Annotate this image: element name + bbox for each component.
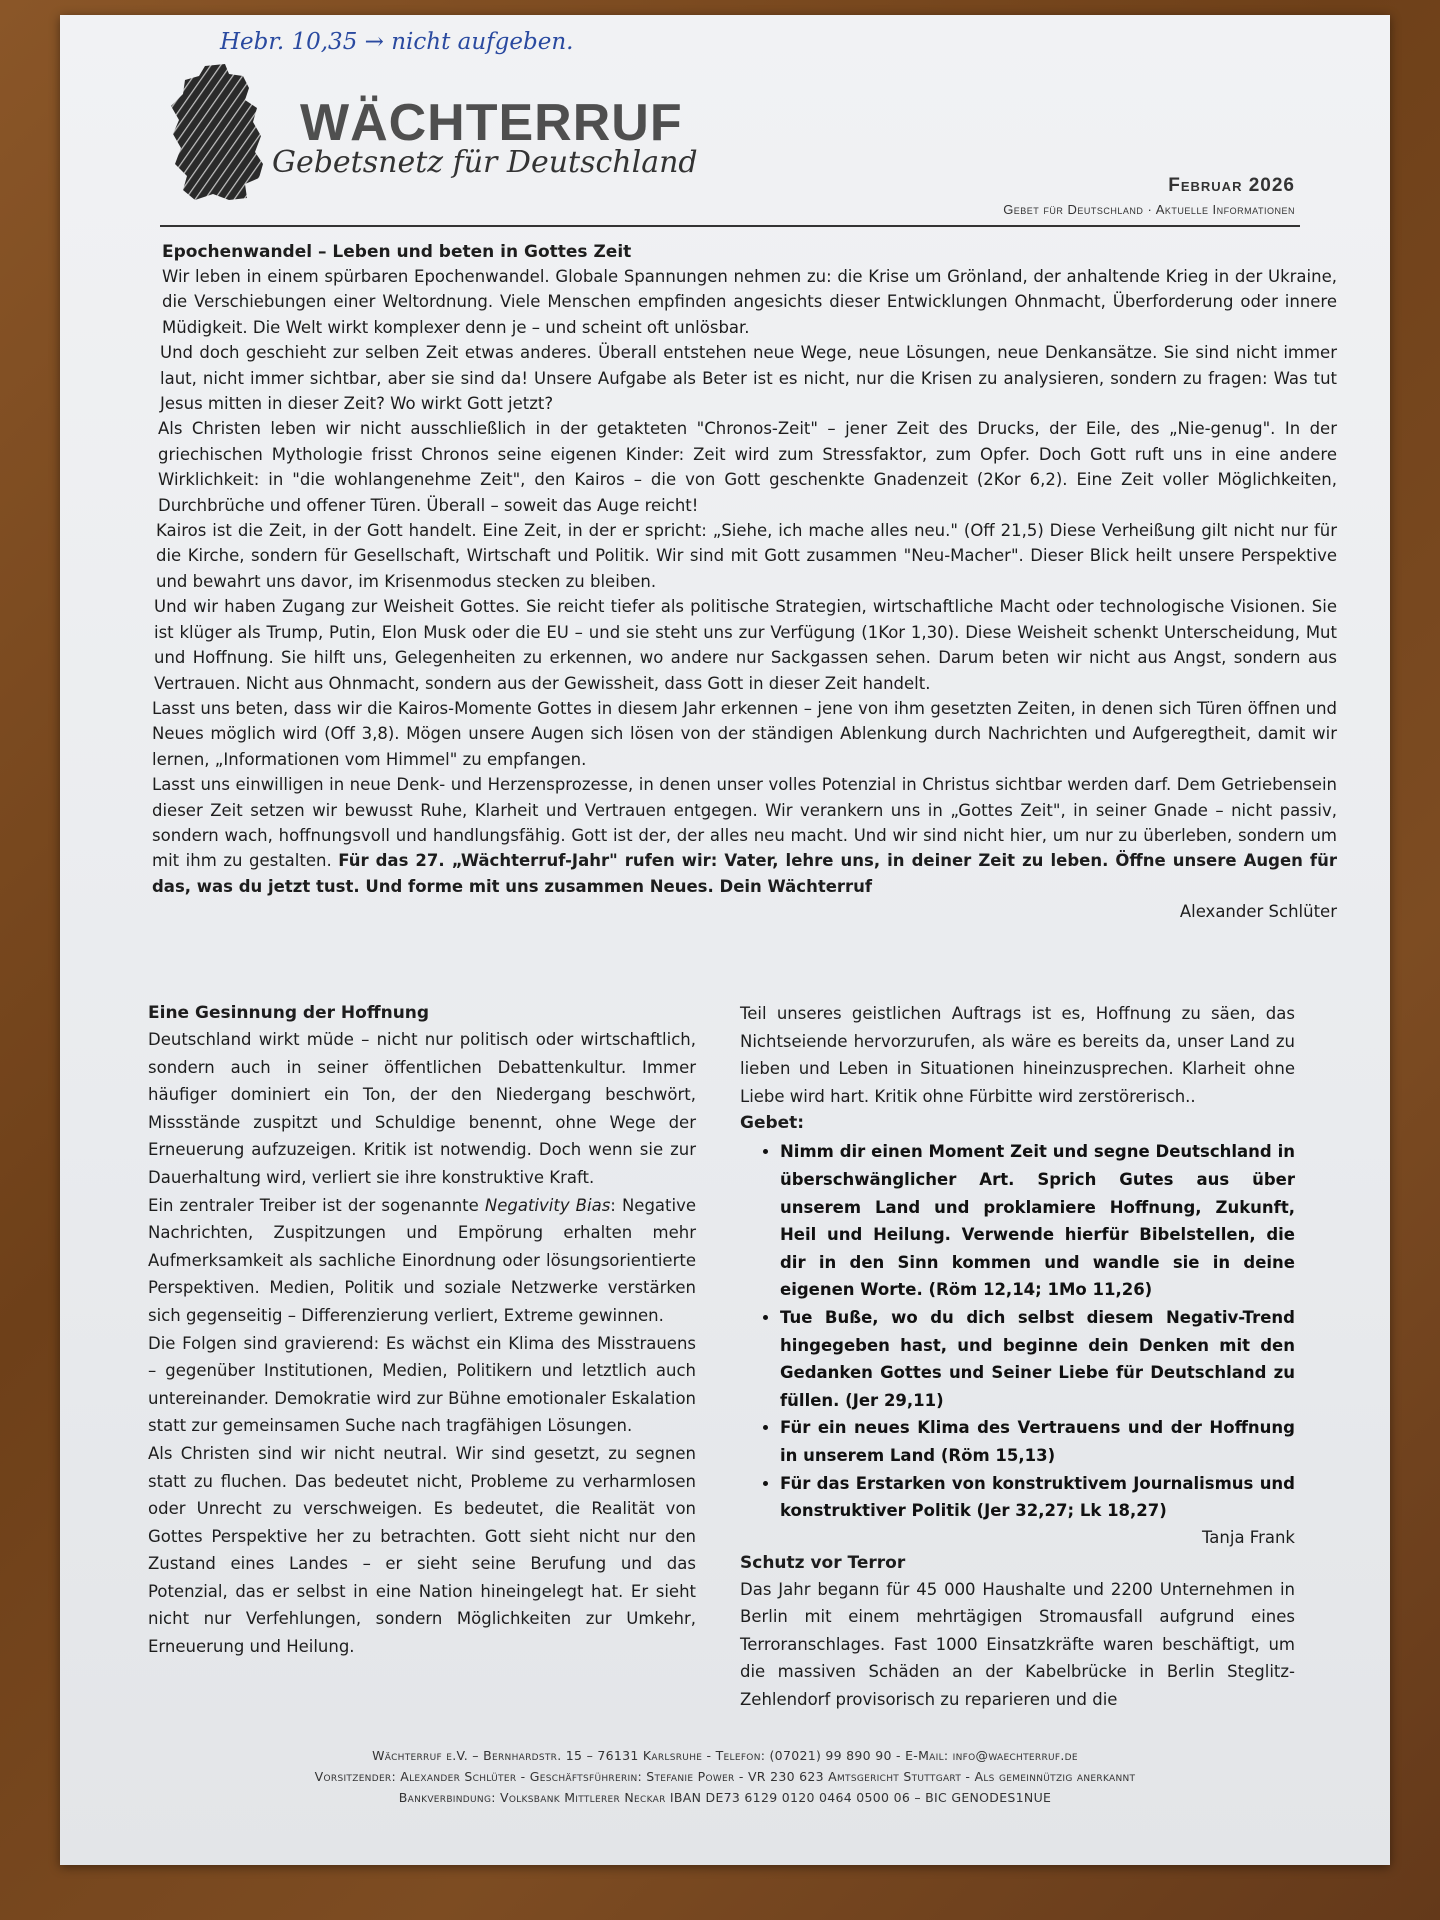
handwritten-note: Hebr. 10,35 → nicht aufgeben. <box>220 29 574 55</box>
footer-bank: Bankverbindung: Volksbank Mittlerer Neckar IBAN DE73 6129 0120 0464 0500 06 – BIC GENODES1NUE <box>398 1790 1052 1805</box>
hope-article-title: Eine Gesinnung der Hoffnung <box>148 1003 430 1023</box>
footer-board: Vorsitzender: Alexander Schlüter - Geschäftsführerin: Stefanie Power - VR 230 623 Amtsgericht Stuttgart - Als gemeinnützig anerkannt <box>314 1769 1136 1784</box>
main-paragraph: Als Christen leben wir nicht ausschließlich in der getakteten "Chronos-Zeit" – jener Zeit des Drucks, der Eile, des „Nie-genug". In der griechischen Mythologie frisst Chronos seine eigenen Kinder: Zeit wird zum Stressfaktor, zum Opfer. Doch Gott ruft uns in eine andere Wirklichkeit: in "die wohlangenehme Zeit", den Kairos – die von Gott geschenkte Gnadenzeit (2Kor 6,2). Eine Zeit voller Möglichkeiten, Durchbrüche und offener Türen. Überall – soweit das Auge reicht! <box>158 419 1337 515</box>
hope-paragraph <box>148 1192 696 1330</box>
main-paragraph-closing <box>152 772 1337 899</box>
right-column <box>740 1000 1295 1714</box>
germany-map-logo-icon <box>165 60 280 205</box>
main-article <box>152 240 1337 924</box>
main-paragraph: Und wir haben Zugang zur Weisheit Gottes. Sie reicht tiefer als politische Strategien, wirtschaftliche Macht oder technologische Visionen. Sie ist klüger als Trump, Putin, Elon Musk oder die EU – und sie steht uns zur Verfügung (1Kor 1,30). Diese Weisheit schenkt Unterscheidung, Mut und Hoffnung. Sie hilft uns, Gelegenheiten zu erkennen, wo andere nur Sackgassen sehen. Darum beten wir nicht aus Angst, sondern aus Vertrauen. Nicht aus Ohnmacht, sondern aus der Gewissheit, dass Gott in dieser Zeit handelt. <box>154 597 1337 693</box>
prayer-item: • Tue Buße, wo du dich selbst diesem Negativ-Trend hingegeben hast, und beginne dein Denken mit den Gedanken Gottes und Seiner Liebe für Deutschland zu füllen. (Jer 29,11) <box>780 1304 1295 1414</box>
prayer-item: • Für ein neues Klima des Vertrauens und der Hoffnung in unserem Land (Röm 15,13) <box>780 1414 1295 1469</box>
header-divider <box>160 225 1300 227</box>
hope-paragraph: Die Folgen sind gravierend: Es wächst ein Klima des Misstrauens – gegenüber Institutionen, Medien, Politikern und letztlich auch untereinander. Demokratie wird zur Bühne emotionaler Eskalation statt zur gemeinsamen Suche nach tragfähigen Lösungen. <box>148 1333 696 1436</box>
closing-prayer: Für das 27. „Wächterruf-Jahr" rufen wir: Vater, lehre uns, in deiner Zeit zu leben. Öffne unsere Augen für das, was du jetzt tust. Und forme mit uns zusammen Neues. Dein Wächterruf <box>152 851 1337 896</box>
tagline: Gebet für Deutschland · Aktuelle Informationen <box>1003 202 1295 217</box>
hope-paragraph: Teil unseres geistlichen Auftrags ist es, Hoffnung zu säen, das Nichtseiende hervorzurufen, als wäre es bereits da, unser Land zu lieben und Leben in Situationen hineinzusprechen. Klarheit ohne Liebe wird hart. Kritik ohne Fürbitte wird zerstörerisch.. <box>740 1004 1295 1106</box>
author-signature: Tanja Frank <box>1201 1527 1295 1547</box>
footer-contact: Wächterruf e.V. – Bernhardstr. 15 – 76131 Karlsruhe - Telefon: (07021) 99 890 90 - E-Mail: info@waechterruf.de <box>372 1748 1078 1763</box>
main-paragraph-text: Lasst uns einwilligen in neue Denk- und Herzensprozesse, in denen unser volles Potenzial in Christus sichtbar werden darf. Dem Getriebensein dieser Zeit setzen wir bewusst Ruhe, Klarheit und Vertrauen entgegen. Wir verankern uns in „Gottes Zeit", in seiner Gnade – nicht passiv, sondern wach, hoffnungsvoll und handlungsfähig. Gott ist der, der alles neu macht. Und wir sind nicht hier, um nur zu überleben, sondern um mit ihm zu gestalten. <box>152 775 1337 871</box>
hope-paragraph: Als Christen sind wir nicht neutral. Wir sind gesetzt, zu segnen statt zu fluchen. Das bedeutet nicht, Probleme zu verharmlosen oder Unrecht zu verschweigen. Es bedeutet, die Realität von Gottes Perspektive her zu betrachten. Gott sieht nicht nur den Zustand eines Landes – er sieht seine Berufung und das Potenzial, das er selbst in eine Nation hineingelegt hat. Er sieht nicht nur Verfehlungen, sondern Möglichkeiten zur Umkehr, Erneuerung und Heilung. <box>148 1443 696 1657</box>
main-paragraph: Lasst uns beten, dass wir die Kairos-Momente Gottes in diesem Jahr erkennen – jene von ihm gesetzten Zeiten, in denen sich Türen öffnen und Neues möglich wird (Off 3,8). Mögen unsere Augen sich lösen von der ständigen Ablenkung durch Nachrichten und Aufgeregtheit, damit wir lernen, „Informationen vom Himmel" zu empfangen. <box>152 698 1337 769</box>
hope-article <box>148 1000 696 1661</box>
terror-paragraph: Das Jahr begann für 45 000 Haushalte und 2200 Unternehmen in Berlin mit einem mehrtägigen Stromausfall aufgrund eines Terroranschlages. Fast 1000 Einsatzkräfte waren beschäftigt, um die massiven Schäden an der Kabelbrücke in Berlin Steglitz-Zehlendorf provisorisch zu reparieren und die <box>740 1579 1295 1710</box>
hope-text: : Negative Nachrichten, Zuspitzungen und Empörung erhalten mehr Aufmerksamkeit als sachliche Einordnung oder lösungsorientierte Perspektiven. Medien, Politik und soziale Netzwerke verstärken sich gegenseitig – Differenzierung verliert, Extreme gewinnen. <box>148 1195 696 1325</box>
brand-subtitle: Gebetsnetz für Deutschland <box>272 145 698 180</box>
hope-text: Ein zentraler Treiber ist der sogenannte <box>148 1195 485 1215</box>
brand-name: WÄCHTERRUF <box>300 94 683 152</box>
negativity-bias-term: Negativity Bias <box>484 1195 611 1215</box>
issue-date: Februar 2026 <box>1168 175 1295 196</box>
prayer-label: Gebet: <box>740 1113 805 1134</box>
prayer-item: • Für das Erstarken von konstruktivem Journalismus und konstruktiver Politik (Jer 32,27; Lk 18,27) <box>780 1470 1295 1525</box>
prayer-item: • Nimm dir einen Moment Zeit und segne Deutschland in überschwänglicher Art. Sprich Gutes aus über unserem Land und proklamiere Hoffnung, Zukunft, Heil und Heilung. Verwende hierfür Bibelstellen, die dir in den Sinn kommen und wandle sie in deine eigenen Worte. (Röm 12,14; 1Mo 11,26) <box>780 1138 1295 1304</box>
author-signature: Alexander Schlüter <box>1179 902 1337 922</box>
main-paragraph: Wir leben in einem spürbaren Epochenwandel. Globale Spannungen nehmen zu: die Krise um Grönland, der anhaltende Krieg in der Ukraine, die Verschiebungen einer Weltordnung. Viele Menschen empfinden angesichts dieser Entwicklungen Ohnmacht, Überforderung oder innere Müdigkeit. Die Welt wirkt komplexer denn je – und scheint oft unlösbar. <box>162 267 1337 337</box>
terror-article-title: Schutz vor Terror <box>740 1552 906 1573</box>
main-paragraph: Kairos ist die Zeit, in der Gott handelt. Eine Zeit, in der er spricht: „Siehe, ich mache alles neu." (Off 21,5) Diese Verheißung gilt nicht nur für die Kirche, sondern für Gesellschaft, Wirtschaft und Politik. Wir sind mit Gott zusammen "Neu-Macher". Dieser Blick heilt unsere Perspektive und bewahrt uns davor, im Krisenmodus stecken zu bleiben. <box>156 521 1337 591</box>
hope-paragraph: Deutschland wirkt müde – nicht nur politisch oder wirtschaftlich, sondern auch in seiner öffentlichen Debattenkultur. Immer häufiger dominiert ein Ton, der den Niedergang beschwört, Missstände zuspitzt und Schuldige benennt, ohne Wege der Erneuerung aufzuzeigen. Kritik ist notwendig. Doch wenn sie zur Dauerhaltung wird, verliert sie ihre konstruktive Kraft. <box>148 1030 696 1187</box>
main-article-title: Epochenwandel – Leben und beten in Gottes Zeit <box>162 242 632 262</box>
main-paragraph: Und doch geschieht zur selben Zeit etwas anderes. Überall entstehen neue Wege, neue Lösungen, neue Denkansätze. Sie sind nicht immer laut, nicht immer sichtbar, aber sie sind da! Unsere Aufgabe als Beter ist es nicht, nur die Krisen zu analysieren, sondern zu fragen: Was tut Jesus mitten in dieser Zeit? Wo wirkt Gott jetzt? <box>160 343 1337 414</box>
prayer-list <box>740 1138 1295 1524</box>
footer <box>120 1745 1330 1808</box>
newsletter-page <box>60 15 1390 1865</box>
